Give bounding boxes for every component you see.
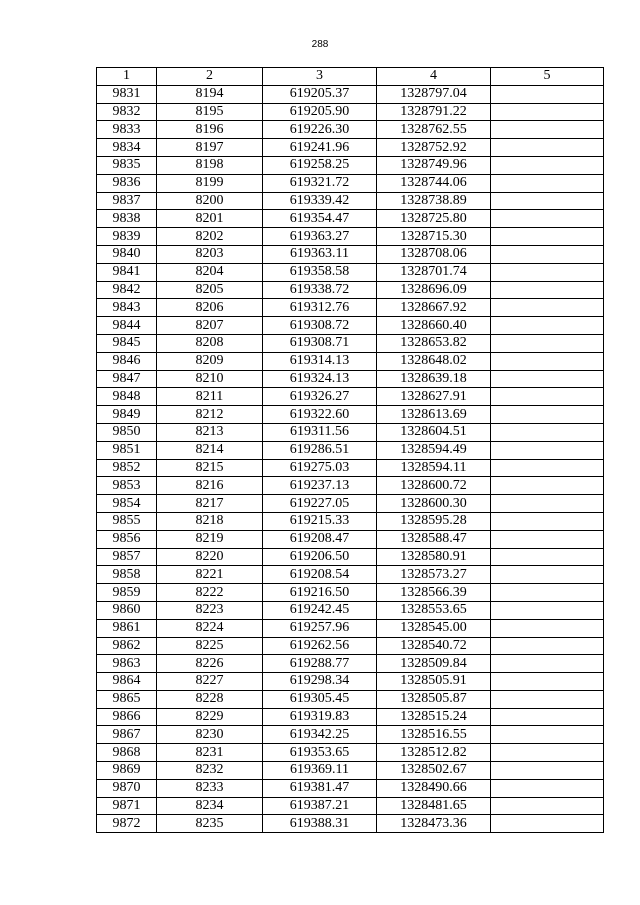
table-cell-col-3: 619286.51 [263,441,377,459]
table-cell-col-1: 9867 [97,726,157,744]
table-row [97,370,604,388]
table-cell-col-4: 1328566.39 [377,584,491,602]
table-cell-col-1: 9840 [97,245,157,263]
table-cell-col-5 [491,477,604,495]
table-row [97,655,604,673]
table-cell-col-4: 1328600.30 [377,495,491,513]
table-cell-col-1: 9843 [97,299,157,317]
table-row [97,388,604,406]
table-cell-col-2: 8203 [157,245,263,263]
table-cell-col-3: 619237.13 [263,477,377,495]
table-cell-col-2: 8195 [157,103,263,121]
table-cell-col-3: 619208.54 [263,566,377,584]
table-cell-col-2: 8233 [157,779,263,797]
table-cell-col-4: 1328505.91 [377,673,491,691]
table-cell-col-2: 8224 [157,619,263,637]
table-cell-col-2: 8200 [157,192,263,210]
table-cell-col-1: 9832 [97,103,157,121]
table-cell-col-5 [491,103,604,121]
table-cell-col-3: 619324.13 [263,370,377,388]
table-cell-col-2: 8209 [157,352,263,370]
table-cell-col-2: 8222 [157,584,263,602]
table-cell-col-4: 1328708.06 [377,245,491,263]
table-row [97,406,604,424]
table-cell-col-1: 9868 [97,744,157,762]
table-cell-col-2: 8201 [157,210,263,228]
table-cell-col-4: 1328613.69 [377,406,491,424]
table-cell-col-4: 1328752.92 [377,139,491,157]
table-row [97,85,604,103]
table-cell-col-2: 8221 [157,566,263,584]
table-row [97,299,604,317]
table-cell-col-1: 9857 [97,548,157,566]
table-cell-col-4: 1328660.40 [377,317,491,335]
table-cell-col-3: 619363.11 [263,245,377,263]
table-row [97,530,604,548]
table-cell-col-5 [491,121,604,139]
table-cell-col-3: 619342.25 [263,726,377,744]
table-cell-col-3: 619262.56 [263,637,377,655]
table-cell-col-5 [491,584,604,602]
table-cell-col-5 [491,441,604,459]
column-header-2: 2 [157,68,263,86]
table-cell-col-1: 9869 [97,762,157,780]
table-row [97,512,604,530]
table-cell-col-5 [491,708,604,726]
table-row [97,245,604,263]
table-cell-col-5 [491,655,604,673]
table-cell-col-1: 9860 [97,601,157,619]
table-cell-col-2: 8235 [157,815,263,833]
table-cell-col-4: 1328797.04 [377,85,491,103]
table-cell-col-4: 1328744.06 [377,174,491,192]
table-cell-col-1: 9836 [97,174,157,192]
table-cell-col-4: 1328604.51 [377,423,491,441]
table-cell-col-5 [491,459,604,477]
table-cell-col-3: 619226.30 [263,121,377,139]
coordinates-table [96,67,604,833]
table-cell-col-5 [491,299,604,317]
table-row [97,779,604,797]
table-cell-col-1: 9846 [97,352,157,370]
table-cell-col-4: 1328505.87 [377,690,491,708]
table-cell-col-1: 9851 [97,441,157,459]
table-row [97,815,604,833]
table-cell-col-4: 1328516.55 [377,726,491,744]
table-cell-col-1: 9866 [97,708,157,726]
column-header-5: 5 [491,68,604,86]
table-cell-col-5 [491,210,604,228]
table-row [97,797,604,815]
table-cell-col-4: 1328573.27 [377,566,491,584]
table-cell-col-2: 8207 [157,317,263,335]
table-cell-col-2: 8223 [157,601,263,619]
table-cell-col-1: 9848 [97,388,157,406]
table-cell-col-3: 619298.34 [263,673,377,691]
table-cell-col-3: 619216.50 [263,584,377,602]
table-cell-col-3: 619227.05 [263,495,377,513]
table-cell-col-2: 8208 [157,334,263,352]
table-row [97,192,604,210]
table-cell-col-1: 9865 [97,690,157,708]
table-cell-col-2: 8205 [157,281,263,299]
table-cell-col-1: 9853 [97,477,157,495]
table-cell-col-5 [491,423,604,441]
table-cell-col-3: 619308.71 [263,334,377,352]
table-cell-col-5 [491,406,604,424]
table-cell-col-2: 8228 [157,690,263,708]
table-cell-col-4: 1328653.82 [377,334,491,352]
table-row [97,690,604,708]
table-cell-col-4: 1328553.65 [377,601,491,619]
table-cell-col-4: 1328588.47 [377,530,491,548]
table-cell-col-1: 9831 [97,85,157,103]
table-cell-col-1: 9835 [97,156,157,174]
table-cell-col-3: 619387.21 [263,797,377,815]
table-row [97,228,604,246]
table-cell-col-1: 9842 [97,281,157,299]
table-cell-col-1: 9872 [97,815,157,833]
table-cell-col-1: 9849 [97,406,157,424]
table-cell-col-5 [491,762,604,780]
column-header-4: 4 [377,68,491,86]
table-cell-col-5 [491,548,604,566]
table-cell-col-1: 9833 [97,121,157,139]
table-cell-col-1: 9839 [97,228,157,246]
table-cell-col-2: 8197 [157,139,263,157]
table-cell-col-4: 1328715.30 [377,228,491,246]
table-body [97,85,604,832]
table-cell-col-2: 8213 [157,423,263,441]
table-cell-col-3: 619241.96 [263,139,377,157]
table-cell-col-5 [491,228,604,246]
table-cell-col-4: 1328639.18 [377,370,491,388]
table-cell-col-5 [491,388,604,406]
table-cell-col-2: 8215 [157,459,263,477]
table-cell-col-5 [491,530,604,548]
table-cell-col-4: 1328648.02 [377,352,491,370]
table-row [97,726,604,744]
table-cell-col-3: 619338.72 [263,281,377,299]
table-cell-col-3: 619363.27 [263,228,377,246]
table-cell-col-3: 619381.47 [263,779,377,797]
table-cell-col-4: 1328696.09 [377,281,491,299]
table-cell-col-3: 619354.47 [263,210,377,228]
table-cell-col-3: 619388.31 [263,815,377,833]
table-cell-col-2: 8216 [157,477,263,495]
table-cell-col-2: 8230 [157,726,263,744]
table-cell-col-2: 8210 [157,370,263,388]
table-cell-col-4: 1328540.72 [377,637,491,655]
table-cell-col-1: 9847 [97,370,157,388]
table-cell-col-1: 9863 [97,655,157,673]
table-cell-col-5 [491,317,604,335]
table-cell-col-2: 8232 [157,762,263,780]
table-cell-col-4: 1328738.89 [377,192,491,210]
table-row [97,281,604,299]
table-row [97,708,604,726]
table-cell-col-3: 619275.03 [263,459,377,477]
table-cell-col-3: 619326.27 [263,388,377,406]
table-cell-col-4: 1328580.91 [377,548,491,566]
table-cell-col-5 [491,619,604,637]
table-cell-col-1: 9850 [97,423,157,441]
table-cell-col-5 [491,726,604,744]
table-row [97,495,604,513]
table-cell-col-3: 619258.25 [263,156,377,174]
table-cell-col-5 [491,263,604,281]
table-cell-col-3: 619358.58 [263,263,377,281]
table-cell-col-5 [491,512,604,530]
table-cell-col-5 [491,673,604,691]
table-cell-col-5 [491,637,604,655]
table-cell-col-3: 619305.45 [263,690,377,708]
table-cell-col-4: 1328791.22 [377,103,491,121]
table-cell-col-5 [491,156,604,174]
table-cell-col-4: 1328600.72 [377,477,491,495]
table-cell-col-4: 1328473.36 [377,815,491,833]
table-cell-col-5 [491,139,604,157]
table-row [97,584,604,602]
table-cell-col-5 [491,174,604,192]
table-cell-col-3: 619312.76 [263,299,377,317]
table-cell-col-2: 8218 [157,512,263,530]
table-row [97,441,604,459]
page-number: 288 [311,39,329,50]
table-cell-col-5 [491,245,604,263]
table-row [97,174,604,192]
table-cell-col-2: 8199 [157,174,263,192]
table-cell-col-1: 9871 [97,797,157,815]
table-cell-col-5 [491,690,604,708]
table-cell-col-2: 8229 [157,708,263,726]
table-cell-col-4: 1328595.28 [377,512,491,530]
table-cell-col-1: 9870 [97,779,157,797]
column-header-3: 3 [263,68,377,86]
table-cell-col-1: 9837 [97,192,157,210]
table-row [97,619,604,637]
table-cell-col-4: 1328594.11 [377,459,491,477]
table-cell-col-3: 619208.47 [263,530,377,548]
table-cell-col-3: 619314.13 [263,352,377,370]
table-row [97,762,604,780]
table-row [97,566,604,584]
table-cell-col-1: 9861 [97,619,157,637]
table-cell-col-3: 619257.96 [263,619,377,637]
table-row [97,210,604,228]
table-cell-col-4: 1328701.74 [377,263,491,281]
table-cell-col-4: 1328667.92 [377,299,491,317]
table-cell-col-4: 1328762.55 [377,121,491,139]
table-row [97,317,604,335]
table-cell-col-5 [491,352,604,370]
table-row [97,744,604,762]
table-cell-col-3: 619311.56 [263,423,377,441]
table-cell-col-2: 8225 [157,637,263,655]
table-cell-col-1: 9862 [97,637,157,655]
table-cell-col-5 [491,601,604,619]
table-cell-col-3: 619322.60 [263,406,377,424]
table-cell-col-2: 8196 [157,121,263,139]
table-cell-col-2: 8231 [157,744,263,762]
table-cell-col-2: 8211 [157,388,263,406]
table-row [97,139,604,157]
table-row [97,601,604,619]
table-cell-col-1: 9854 [97,495,157,513]
table-row [97,459,604,477]
table-cell-col-2: 8202 [157,228,263,246]
table-cell-col-3: 619321.72 [263,174,377,192]
table-row [97,334,604,352]
table-cell-col-1: 9864 [97,673,157,691]
table-cell-col-1: 9859 [97,584,157,602]
table-cell-col-1: 9844 [97,317,157,335]
table-cell-col-5 [491,281,604,299]
table-cell-col-4: 1328627.91 [377,388,491,406]
table-cell-col-5 [491,85,604,103]
table-cell-col-2: 8219 [157,530,263,548]
table-row [97,156,604,174]
table-cell-col-1: 9841 [97,263,157,281]
table-row [97,637,604,655]
table-cell-col-4: 1328725.80 [377,210,491,228]
table-cell-col-2: 8204 [157,263,263,281]
table-cell-col-3: 619369.11 [263,762,377,780]
table-cell-col-4: 1328509.84 [377,655,491,673]
table-cell-col-5 [491,192,604,210]
table-cell-col-1: 9845 [97,334,157,352]
table-cell-col-1: 9856 [97,530,157,548]
table-row [97,477,604,495]
table-cell-col-4: 1328594.49 [377,441,491,459]
table-cell-col-4: 1328512.82 [377,744,491,762]
column-header-1: 1 [97,68,157,86]
table-cell-col-3: 619242.45 [263,601,377,619]
table-cell-col-1: 9855 [97,512,157,530]
table-row [97,121,604,139]
table-cell-col-2: 8194 [157,85,263,103]
table-cell-col-3: 619215.33 [263,512,377,530]
table-cell-col-3: 619319.83 [263,708,377,726]
table-row [97,673,604,691]
table-cell-col-4: 1328502.67 [377,762,491,780]
table-cell-col-4: 1328490.66 [377,779,491,797]
table-cell-col-5 [491,779,604,797]
table-row [97,103,604,121]
table-cell-col-2: 8226 [157,655,263,673]
table-cell-col-2: 8206 [157,299,263,317]
table-cell-col-3: 619339.42 [263,192,377,210]
table-cell-col-2: 8217 [157,495,263,513]
table-cell-col-2: 8198 [157,156,263,174]
table-cell-col-5 [491,744,604,762]
table-cell-col-2: 8234 [157,797,263,815]
table-cell-col-1: 9838 [97,210,157,228]
table-row [97,423,604,441]
table-cell-col-3: 619353.65 [263,744,377,762]
table-row [97,352,604,370]
table-cell-col-5 [491,334,604,352]
table-cell-col-1: 9834 [97,139,157,157]
table-cell-col-2: 8214 [157,441,263,459]
table-row [97,263,604,281]
table-cell-col-1: 9858 [97,566,157,584]
table-cell-col-4: 1328481.65 [377,797,491,815]
table-cell-col-4: 1328515.24 [377,708,491,726]
table-cell-col-2: 8212 [157,406,263,424]
table-cell-col-3: 619205.37 [263,85,377,103]
table-cell-col-4: 1328749.96 [377,156,491,174]
table-header-row [97,68,604,86]
table-cell-col-1: 9852 [97,459,157,477]
table-cell-col-5 [491,370,604,388]
table-cell-col-5 [491,566,604,584]
table-cell-col-5 [491,797,604,815]
table-cell-col-4: 1328545.00 [377,619,491,637]
table-cell-col-3: 619308.72 [263,317,377,335]
table-cell-col-3: 619288.77 [263,655,377,673]
table-cell-col-5 [491,815,604,833]
table-row [97,548,604,566]
table-cell-col-2: 8220 [157,548,263,566]
table-cell-col-2: 8227 [157,673,263,691]
table-cell-col-3: 619205.90 [263,103,377,121]
table-cell-col-3: 619206.50 [263,548,377,566]
table-cell-col-5 [491,495,604,513]
